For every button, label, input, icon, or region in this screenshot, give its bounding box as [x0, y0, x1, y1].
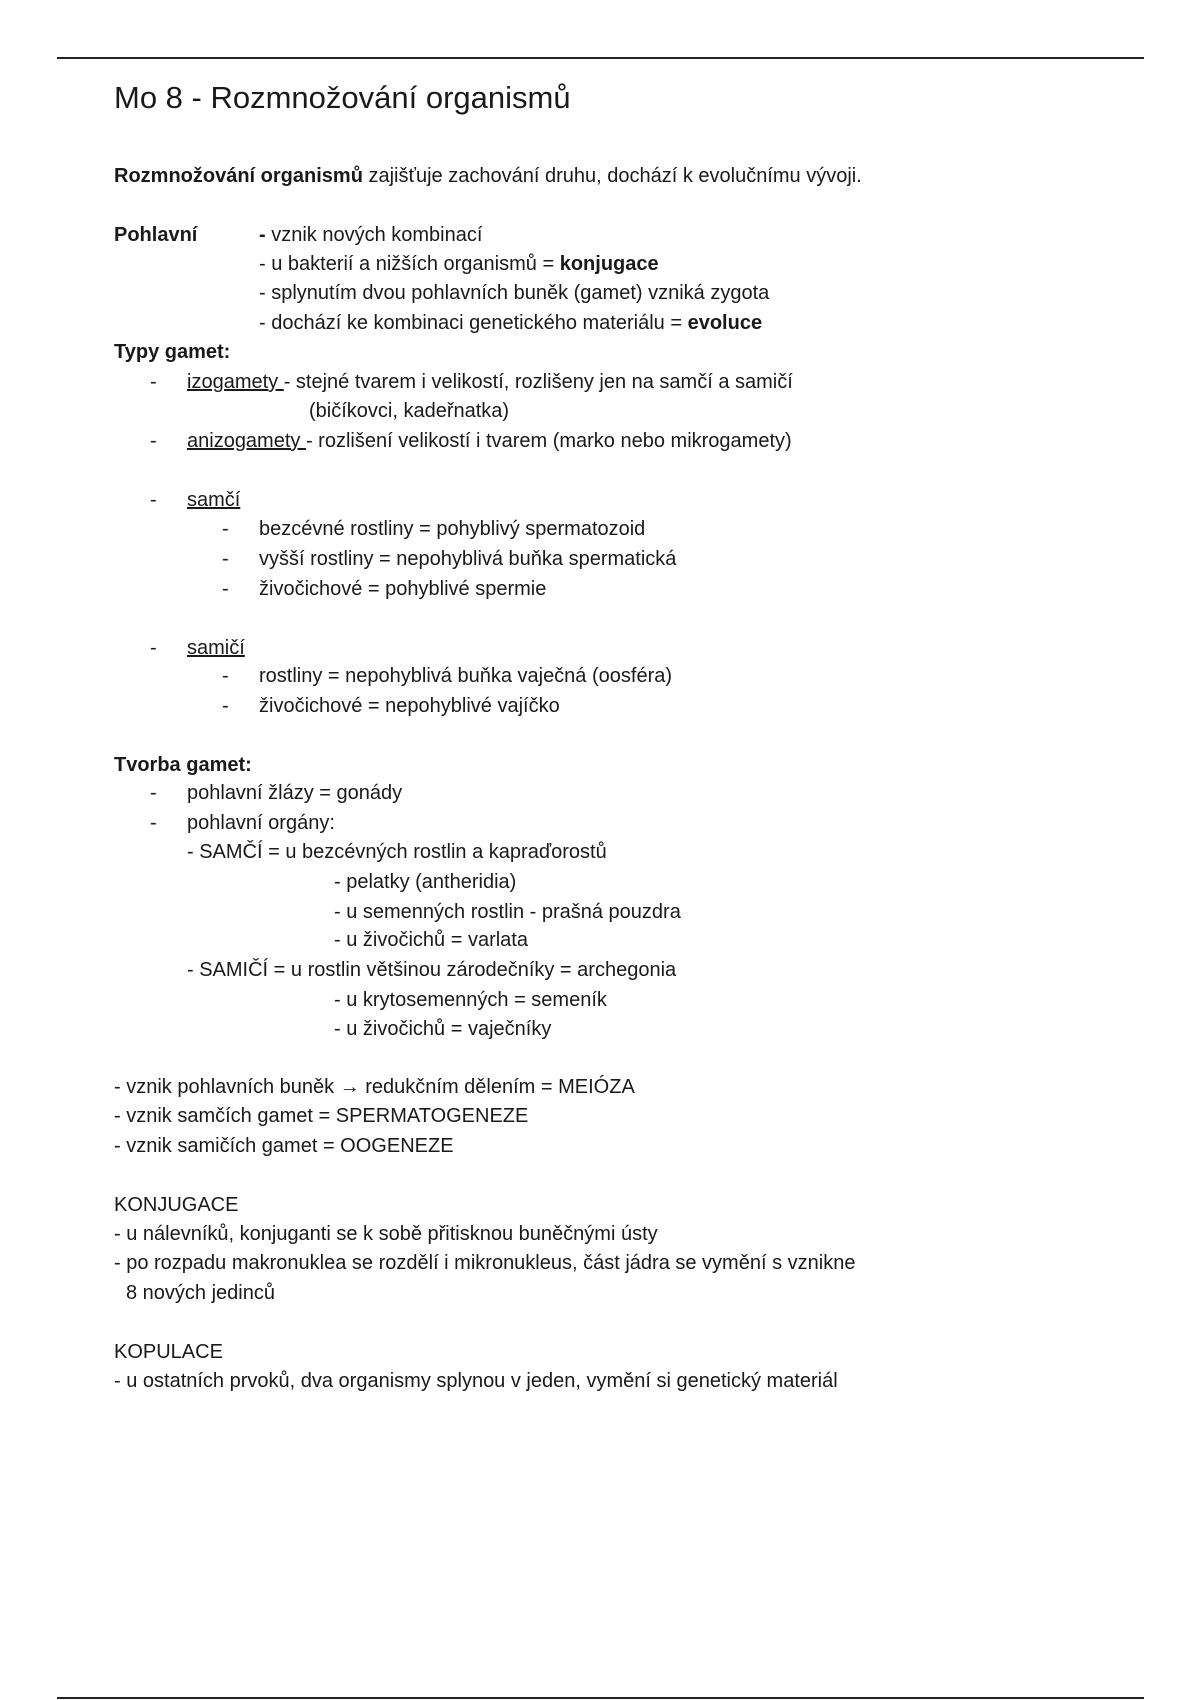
pohlavni-text-1: vznik nových kombinací: [265, 224, 483, 246]
samci-item: živočichové = pohyblivé spermie: [259, 578, 547, 600]
anizogamety-term: anizogamety: [187, 430, 306, 452]
bullet: -: [150, 637, 157, 659]
vznik-line: - vznik samičích gamet = OOGENEZE: [114, 1135, 454, 1157]
tvorba-item: pohlavní žlázy = gonády: [187, 782, 403, 804]
konjugace-line: 8 nových jedinců: [126, 1282, 275, 1304]
samici-organy-sub: - u krytosemenných = semeník: [334, 989, 607, 1011]
bottom-rule: [57, 1697, 1144, 1699]
pohlavni-line-2: [259, 252, 659, 276]
tvorba-heading: Tvorba gamet:: [114, 754, 252, 776]
vznik-line: - vznik pohlavních buněk → redukčním dělením = MEIÓZA: [114, 1076, 635, 1098]
bullet: -: [150, 371, 157, 393]
izogamety-line: [187, 370, 793, 394]
pohlavni-bold-2: konjugace: [559, 253, 659, 275]
samci-organy-sub: - u semenných rostlin - prašná pouzdra: [334, 901, 681, 923]
pohlavni-label: Pohlavní: [114, 224, 198, 246]
tvorba-item: pohlavní orgány:: [187, 812, 335, 834]
pohlavni-text-4: - dochází ke kombinaci genetického materiálu =: [259, 312, 688, 334]
intro-rest: zajišťuje zachování druhu, dochází k evolučnímu vývoji.: [362, 165, 862, 187]
bullet: -: [150, 782, 157, 804]
bullet: -: [222, 548, 229, 570]
izogamety-term: izogamety: [187, 371, 284, 393]
top-rule: [57, 57, 1144, 59]
izogamety-text: - stejné tvarem i velikostí, rozlišeny jen na samčí a samičí: [283, 371, 793, 393]
anizogamety-line: [187, 429, 792, 453]
samci-organy-line: - SAMČÍ = u bezcévných rostlin a kapraďorostů: [187, 841, 607, 863]
pohlavni-line-3: - splynutím dvou pohlavních buněk (gamet) vzniká zygota: [259, 282, 770, 304]
bullet: -: [222, 518, 229, 540]
intro-line: [114, 164, 862, 188]
samici-organy-sub: - u živočichů = vaječníky: [334, 1018, 552, 1040]
konjugace-line: - u nálevníků, konjuganti se k sobě přitisknou buněčnými ústy: [114, 1223, 658, 1245]
samci-term: samčí: [187, 489, 241, 511]
page-title: Mo 8 - Rozmnožování organismů: [114, 80, 571, 115]
samci-item: vyšší rostliny = nepohyblivá buňka spermatická: [259, 548, 677, 570]
kopulace-heading: KOPULACE: [114, 1341, 223, 1363]
bullet: -: [150, 430, 157, 452]
samci-organy-sub: - pelatky (antheridia): [334, 871, 517, 893]
typy-heading: Typy gamet:: [114, 341, 231, 363]
bullet: -: [222, 695, 229, 717]
bullet: -: [150, 812, 157, 834]
intro-bold: Rozmnožování organismů: [114, 165, 363, 187]
pohlavni-text-2: - u bakterií a nižších organismů =: [259, 253, 560, 275]
samici-item: rostliny = nepohyblivá buňka vaječná (oosféra): [259, 665, 673, 687]
pohlavni-bold-4: evoluce: [687, 312, 763, 334]
bullet: -: [222, 578, 229, 600]
pohlavni-line-1: [259, 223, 482, 247]
izogamety-cont: (bičíkovci, kadeřnatka): [309, 400, 510, 422]
bullet: -: [222, 665, 229, 687]
samci-item: bezcévné rostliny = pohyblivý spermatozoid: [259, 518, 646, 540]
samici-term: samičí: [187, 637, 245, 659]
pohlavni-line-4: [259, 311, 762, 335]
konjugace-heading: KONJUGACE: [114, 1194, 239, 1216]
samici-organy-line: - SAMIČÍ = u rostlin většinou zárodečníky = archegonia: [187, 959, 677, 981]
vznik-line: - vznik samčích gamet = SPERMATOGENEZE: [114, 1105, 529, 1127]
samci-organy-sub: - u živočichů = varlata: [334, 929, 528, 951]
bullet: -: [150, 489, 157, 511]
samici-item: živočichové = nepohyblivé vajíčko: [259, 695, 560, 717]
pohlavni-dash: -: [259, 224, 266, 246]
kopulace-line: - u ostatních prvoků, dva organismy splynou v jeden, vymění si genetický materiál: [114, 1370, 838, 1392]
anizogamety-text: - rozlišení velikostí i tvarem (marko nebo mikrogamety): [305, 430, 792, 452]
konjugace-line: - po rozpadu makronuklea se rozdělí i mikronukleus, část jádra se vymění s vznikne: [114, 1252, 856, 1274]
